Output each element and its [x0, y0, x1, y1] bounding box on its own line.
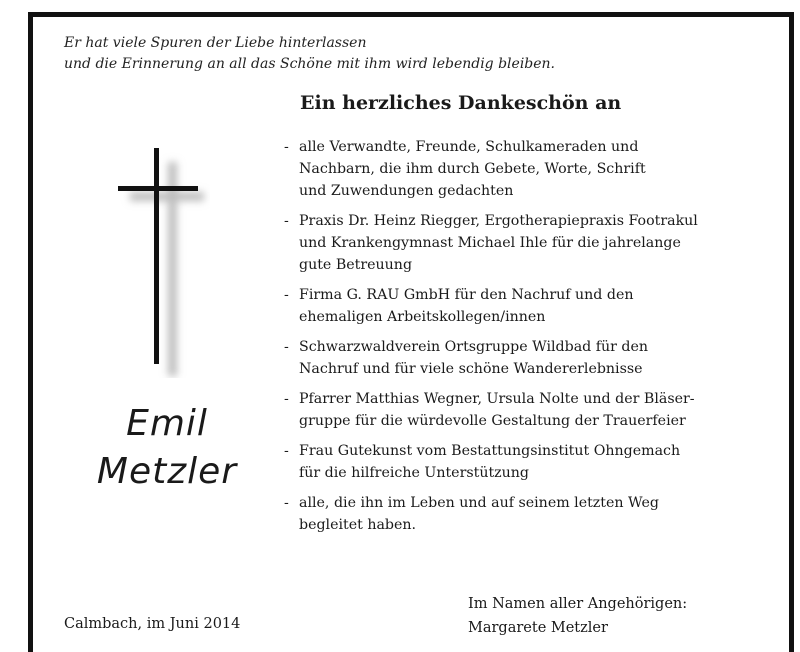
thanks-line: ehemaligen Arbeitskollegen/innen: [299, 309, 546, 325]
cross-bars: [118, 148, 198, 364]
first-name: Emil: [126, 403, 208, 444]
last-name: Metzler: [96, 451, 238, 492]
thanks-line: begleitet haben.: [299, 517, 417, 533]
intro-quote: [64, 33, 555, 75]
thanks-item: [284, 210, 764, 276]
list-dash: -: [284, 339, 289, 355]
thanks-line: Nachruf und für viele schöne Wandererlebnisse: [299, 361, 643, 377]
place-date: Calmbach, im Juni 2014: [64, 616, 241, 632]
intro-line-1: Er hat viele Spuren der Liebe hinterlassen: [64, 35, 367, 51]
thanks-line: Praxis Dr. Heinz Riegger, Ergotherapiepraxis Footrakul: [299, 213, 698, 229]
thanks-line: und Krankengymnast Michael Ihle für die jahrelange: [299, 235, 681, 251]
thanks-line: Firma G. RAU GmbH für den Nachruf und den: [299, 287, 634, 303]
list-dash: -: [284, 495, 289, 511]
list-dash: -: [284, 443, 289, 459]
thanks-list: [284, 136, 764, 544]
thanks-line: und Zuwendungen gedachten: [299, 183, 514, 199]
thanks-line: gruppe für die würdevolle Gestaltung der Trauerfeier: [299, 413, 686, 429]
signature-line-1: Im Namen aller Angehörigen:: [468, 596, 688, 612]
list-dash: -: [284, 213, 289, 229]
thanks-line: für die hilfreiche Unterstützung: [299, 465, 529, 481]
intro-line-2: und die Erinnerung an all das Schöne mit ihm wird lebendig bleiben.: [64, 56, 556, 72]
cross-shadow: [130, 162, 204, 376]
list-dash: -: [284, 391, 289, 407]
thanks-line: Nachbarn, die ihm durch Gebete, Worte, Schrift: [299, 161, 646, 177]
list-dash: -: [284, 139, 289, 155]
thanks-item: [284, 336, 764, 380]
deceased-name: [52, 400, 282, 496]
list-dash: -: [284, 287, 289, 303]
thanks-item: [284, 388, 764, 432]
thanks-line: alle Verwandte, Freunde, Schulkameraden und: [299, 139, 639, 155]
thanks-line: alle, die ihn im Leben und auf seinem letzten Weg: [299, 495, 659, 511]
signature-block: [468, 592, 687, 640]
thanks-line: Schwarzwaldverein Ortsgruppe Wildbad für den: [299, 339, 649, 355]
thanks-item: [284, 440, 764, 484]
thanks-item: [284, 284, 764, 328]
thanks-heading: Ein herzliches Dankeschön an: [300, 92, 622, 114]
signature-name: Margarete Metzler: [468, 620, 608, 636]
thanks-line: Frau Gutekunst vom Bestattungsinstitut Ohngemach: [299, 443, 681, 459]
thanks-item: [284, 492, 764, 536]
cross-icon: [110, 148, 210, 378]
thanks-item: [284, 136, 764, 202]
thanks-line: Pfarrer Matthias Wegner, Ursula Nolte und der Bläser-: [299, 391, 695, 407]
thanks-line: gute Betreuung: [299, 257, 413, 273]
